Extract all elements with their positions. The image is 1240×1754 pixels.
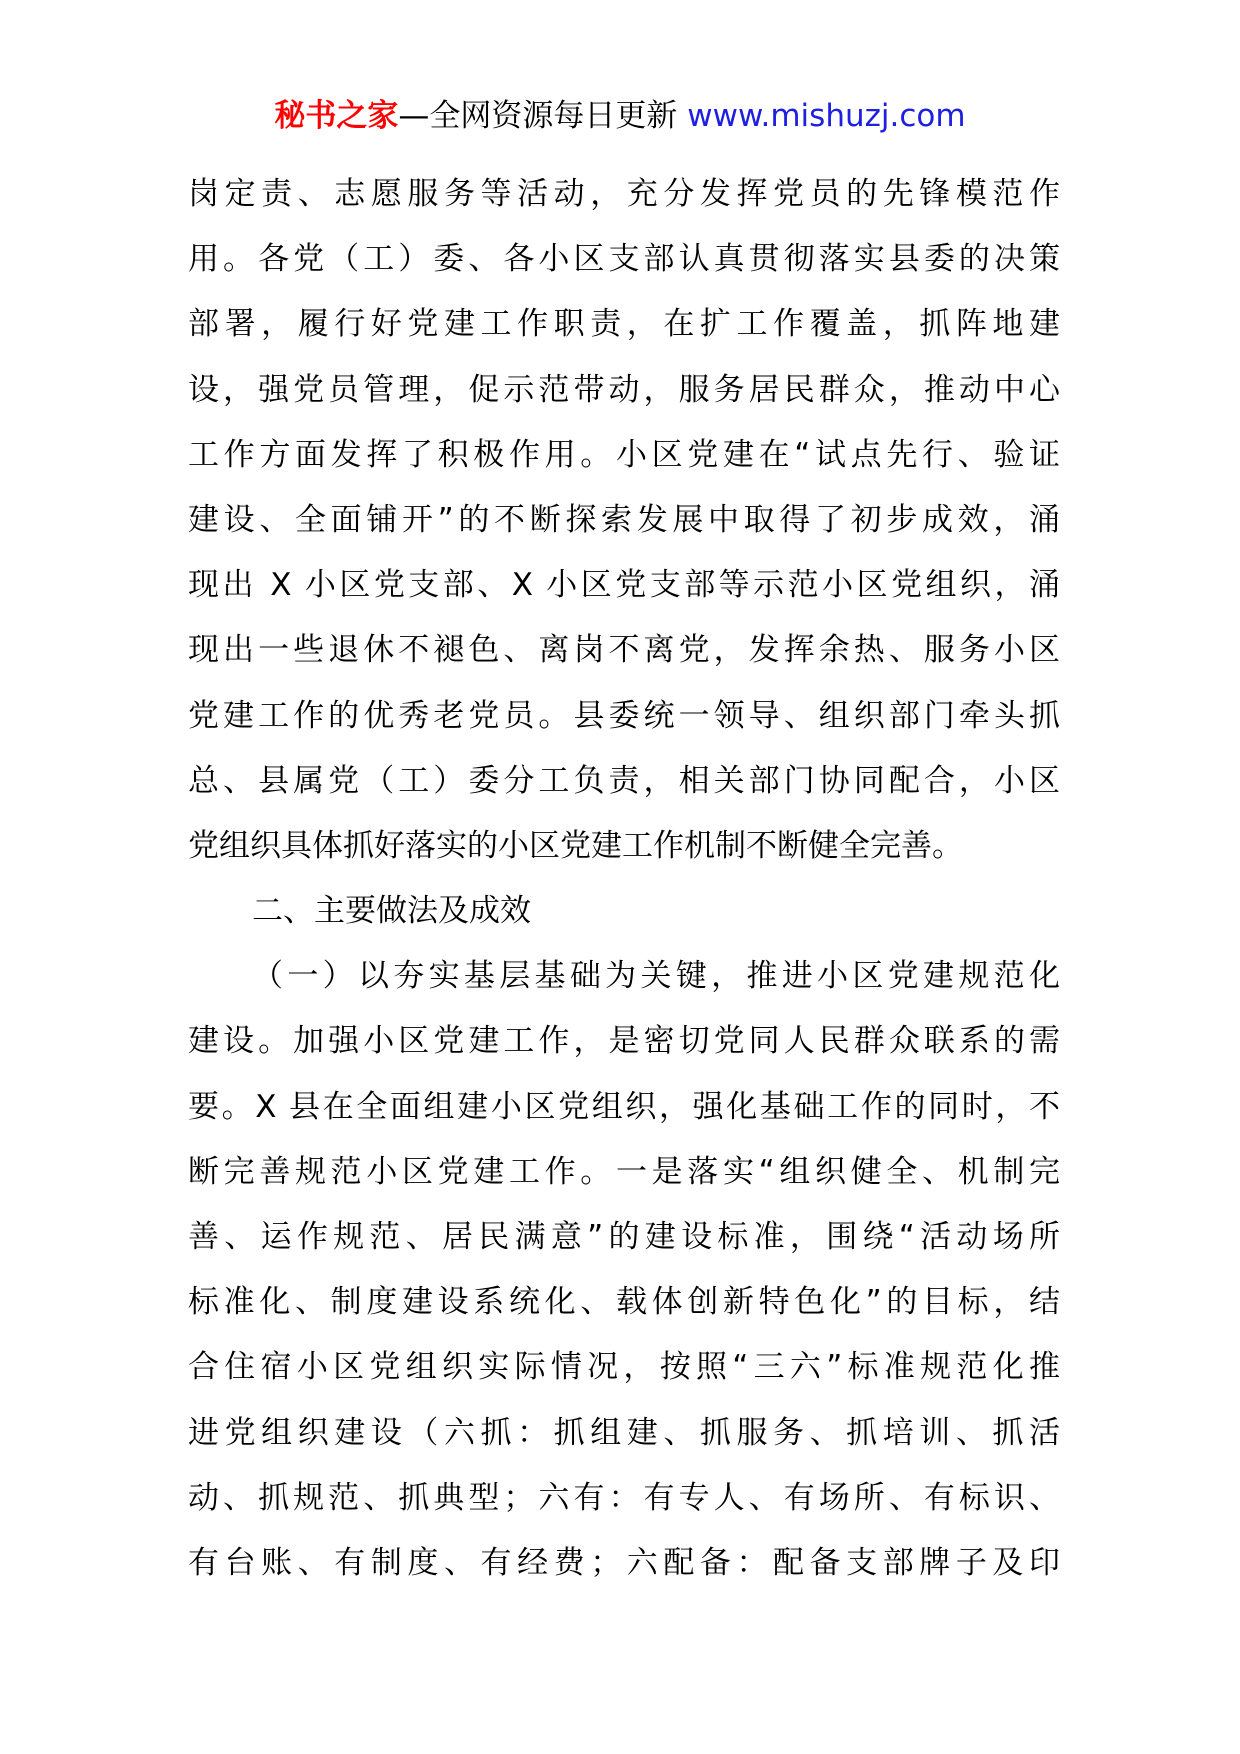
body-line: 现出 X 小区党支部、X 小区党支部等示范小区党组织，涌 <box>188 567 1060 604</box>
document-body <box>188 162 1060 1596</box>
body-line: 建设、全面铺开”的不断探索发展中取得了初步成效，涌 <box>188 501 1060 538</box>
body-line: 进党组织建设（六抓：抓组建、抓服务、抓培训、抓活 <box>188 1414 1060 1451</box>
body-line: 建设。加强小区党建工作，是密切党同人民群众联系的需 <box>188 1023 1060 1060</box>
subsection-heading: （一）以夯实基层基础为关键，推进小区党建规范化 <box>252 958 1060 995</box>
body-line: 设，强党员管理，促示范带动，服务居民群众，推动中心 <box>188 371 1060 408</box>
header-tagline: —全网资源每日更新 <box>398 98 688 134</box>
body-line: 合住宿小区党组织实际情况，按照“三六”标准规范化推 <box>188 1349 1060 1386</box>
section-heading: 二、主要做法及成效 <box>252 893 531 930</box>
body-line: 总、县属党（工）委分工负责，相关部门协同配合，小区 <box>188 762 1060 799</box>
body-line: 动、抓规范、抓典型；六有：有专人、有场所、有标识、 <box>188 1479 1060 1516</box>
page-header <box>0 96 1240 136</box>
body-line: 党组织具体抓好落实的小区党建工作机制不断健全完善。 <box>188 827 963 864</box>
body-line: 用。各党（工）委、各小区支部认真贯彻落实县委的决策 <box>188 241 1060 278</box>
body-line: 部署，履行好党建工作职责，在扩工作覆盖，抓阵地建 <box>188 306 1060 343</box>
body-line: 有台账、有制度、有经费；六配备：配备支部牌子及印 <box>188 1544 1060 1581</box>
body-line: 标准化、制度建设系统化、载体创新特色化”的目标，结 <box>188 1284 1060 1321</box>
body-line: 善、运作规范、居民满意”的建设标准，围绕“活动场所 <box>188 1219 1060 1255</box>
body-line: 断完善规范小区党建工作。一是落实“组织健全、机制完 <box>188 1153 1060 1190</box>
body-line: 要。X 县在全面组建小区党组织，强化基础工作的同时，不 <box>188 1088 1060 1125</box>
body-line: 现出一些退休不褪色、离岗不离党，发挥余热、服务小区 <box>188 632 1060 669</box>
header-brand: 秘书之家 <box>274 98 399 134</box>
body-line: 岗定责、志愿服务等活动，充分发挥党员的先锋模范作 <box>188 176 1060 212</box>
body-line: 党建工作的优秀老党员。县委统一领导、组织部门牵头抓 <box>188 697 1060 734</box>
body-line: 工作方面发挥了积极作用。小区党建在“试点先行、验证 <box>188 436 1060 473</box>
header-url[interactable]: www.mishuzj.com <box>687 98 966 134</box>
